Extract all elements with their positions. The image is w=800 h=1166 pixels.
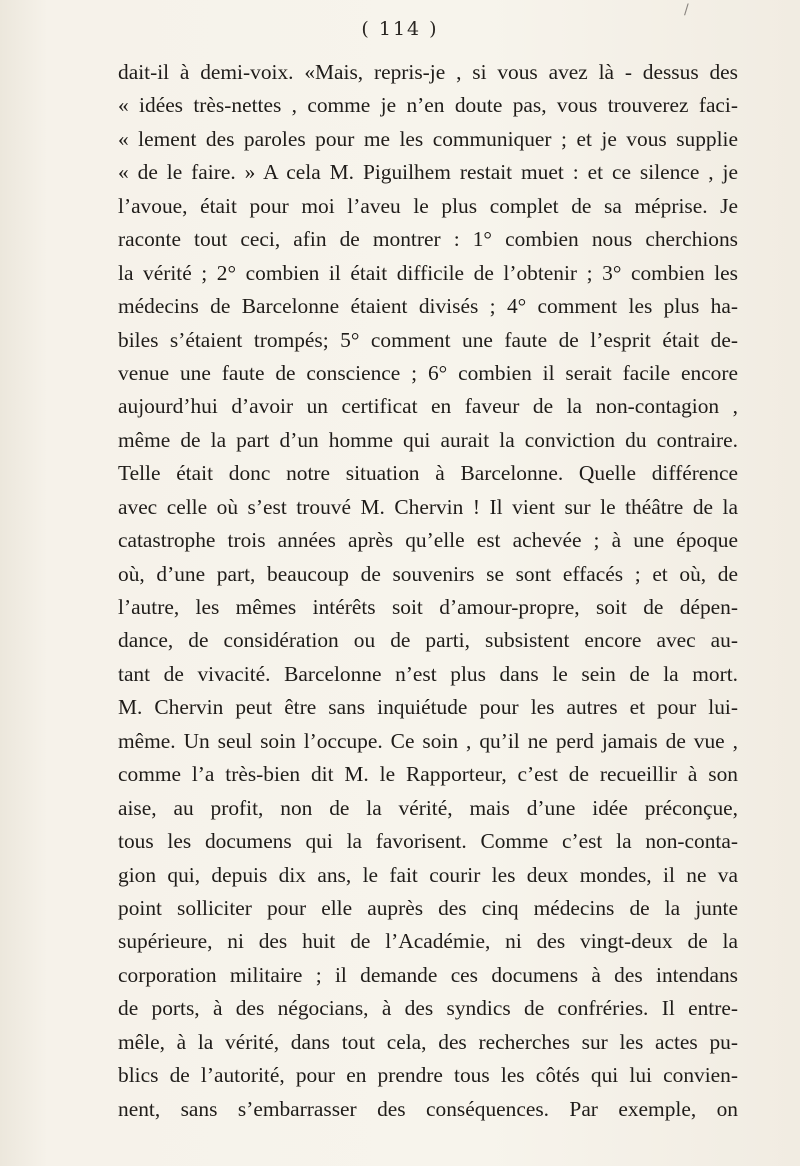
text-line: l’autre, les mêmes intérêts soit d’amour-propre, soit de dépen- xyxy=(118,595,738,619)
text-line: dance, de considération ou de parti, subsistent encore avec au- xyxy=(118,628,738,653)
text-line: médecins de Barcelonne étaient divisés ; 4° comment les plus ha- xyxy=(118,294,738,319)
text-line: où, d’une part, beaucoup de souvenirs se sont effacés ; et où, de xyxy=(118,561,738,586)
body-text xyxy=(118,56,738,1126)
text-line: mêle, à la vérité, dans tout cela, des recherches sur les actes pu- xyxy=(118,1029,738,1054)
text-line: raconte tout ceci, afin de montrer : 1° combien nous cherchions xyxy=(118,227,738,252)
text-line: supérieure, ni des huit de l’Académie, ni des vingt-deux de la xyxy=(118,929,738,954)
text-line: blics de l’autorité, pour en prendre tous les côtés qui lui convien- xyxy=(118,1063,738,1088)
text-line: « de le faire. » A cela M. Piguilhem restait muet : et ce silence , je xyxy=(118,160,738,185)
text-line: aise, au profit, non de la vérité, mais d’une idée préconçue, xyxy=(118,795,738,820)
text-line: même de la part d’un homme qui aurait la conviction du contraire. xyxy=(118,427,738,452)
text-line: aujourd’hui d’avoir un certificat en faveur de la non-contagion , xyxy=(118,394,738,419)
text-line: point solliciter pour elle auprès des cinq médecins de la junte xyxy=(118,895,738,920)
corner-mark: / xyxy=(684,2,689,18)
text-line: la vérité ; 2° combien il était difficile de l’obtenir ; 3° combien les xyxy=(118,260,738,285)
text-line: avec celle où s’est trouvé M. Chervin ! Il vient sur le théâtre de la xyxy=(118,494,738,519)
text-line: Telle était donc notre situation à Barcelonne. Quelle différence xyxy=(118,461,738,486)
text-line: nent, sans s’embarrasser des conséquences. Par exemple, on xyxy=(118,1096,738,1121)
text-line: l’avoue, était pour moi l’aveu le plus complet de sa méprise. Je xyxy=(118,193,738,218)
text-line: biles s’étaient trompés; 5° comment une faute de l’esprit était de- xyxy=(118,327,738,352)
text-line: « idées très-nettes , comme je n’en doute pas, vous trouverez faci- xyxy=(118,93,738,118)
text-line: corporation militaire ; il demande ces documens à des intendans xyxy=(118,962,738,987)
text-line: comme l’a très-bien dit M. le Rapporteur, c’est de recueillir à son xyxy=(118,762,738,787)
text-line: venue une faute de conscience ; 6° combien il serait facile encore xyxy=(118,360,738,385)
text-line: « lement des paroles pour me les communiquer ; et je vous supplie xyxy=(118,126,738,151)
text-line: gion qui, depuis dix ans, le fait courir les deux mondes, il ne va xyxy=(118,862,738,887)
text-line: de ports, à des négocians, à des syndics de confréries. Il entre- xyxy=(118,996,738,1021)
text-line: M. Chervin peut être sans inquiétude pour les autres et pour lui- xyxy=(118,695,738,720)
text-line: dait-il à demi-voix. «Mais, repris-je , si vous avez là - dessus des xyxy=(118,60,738,84)
page-number: ( 114 ) xyxy=(361,18,439,40)
text-line: catastrophe trois années après qu’elle est achevée ; à une époque xyxy=(118,528,738,553)
text-line: tant de vivacité. Barcelonne n’est plus dans le sein de la mort. xyxy=(118,661,738,686)
text-line: tous les documens qui la favorisent. Comme c’est la non-conta- xyxy=(118,829,738,854)
text-line: même. Un seul soin l’occupe. Ce soin , qu’il ne perd jamais de vue , xyxy=(118,728,738,753)
